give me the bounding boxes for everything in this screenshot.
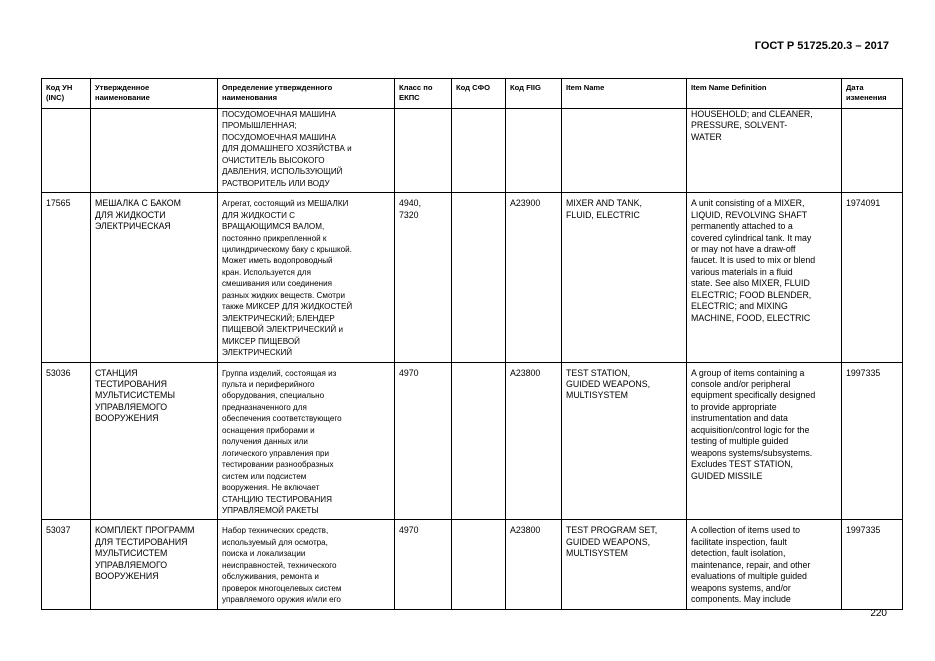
cell-text-line: to provide appropriate [691, 401, 777, 412]
catalog-table [41, 78, 903, 610]
cell-text-line: УПРАВЛЯЕМОГО [95, 401, 168, 412]
cell-text-line: WATER [691, 131, 722, 142]
cell-text-line: управляемого оружия и/или его [222, 595, 341, 605]
cell-text-line: пульта и периферийного [222, 379, 315, 389]
inc-cell [42, 362, 91, 520]
cell-text-line: maintenance, repair, and other [691, 559, 811, 570]
cell-text-line: evaluations of multiple guided [691, 571, 807, 582]
cell-text-line: ДЛЯ ДОМАШНЕГО ХОЗЯЙСТВА и [222, 144, 352, 154]
inc-cell [42, 193, 91, 362]
cell-text-line: weapons systems/subsystems. [691, 447, 813, 458]
page-number: 220 [870, 608, 887, 619]
class-cell [395, 193, 452, 362]
cell-text-line: РАСТВОРИТЕЛЬ ИЛИ ВОДУ [222, 178, 330, 188]
cell-text-line: ТЕСТИРОВАНИЯ [95, 378, 167, 389]
cell-text-line: ВООРУЖЕНИЯ [95, 571, 159, 582]
table-row [42, 520, 903, 609]
document-header: ГОСТ Р 51725.20.3 – 2017 [754, 40, 889, 52]
cell-text-line: МУЛЬТИСИСТЕМ [95, 548, 168, 559]
cell-text-line: ПРОМЫШЛЕННАЯ; [222, 121, 297, 131]
cell-text-line: ELECTRIC; FOOD BLENDER, [691, 289, 812, 300]
column-date-header [842, 79, 903, 109]
cell-text-line: or may not have a draw-off [691, 243, 796, 254]
cell-text-line: ELECTRIC; and MIXING [691, 301, 788, 312]
cell-text-line: Набор технических средств, [222, 526, 329, 536]
cell-text-line: оснащения приборами и [222, 425, 315, 435]
cell-text-line: СТАНЦИЮ ТЕСТИРОВАНИЯ [222, 494, 332, 504]
column-item-name-header [562, 79, 687, 109]
cell-text-line: ВРАЩАЮЩИМСЯ ВАЛОМ, [222, 222, 325, 232]
cell-text-line: faucet. It is used to mix or blend [691, 255, 816, 266]
fiig-cell [506, 520, 562, 609]
cell-text-line: 1974091 [846, 198, 881, 209]
cell-text-line: MIXER AND TANK, [566, 198, 642, 209]
cell-text-line: A collection of items used to [691, 525, 801, 536]
cell-text-line: various materials in a fluid [691, 266, 793, 277]
cell-text-line: Может иметь водопроводный [222, 256, 333, 266]
definition-cell [218, 362, 395, 520]
header-line: ЕКПС [399, 93, 420, 102]
cell-text-line: также МИКСЕР ДЛЯ ЖИДКОСТЕЙ [222, 302, 353, 312]
cell-text-line: проверок многоцелевых систем [222, 583, 342, 593]
cell-text-line: ДЛЯ ЖИДКОСТИ [95, 209, 166, 220]
item-definition-cell [687, 520, 842, 609]
table-row [42, 109, 903, 193]
class-cell [395, 362, 452, 520]
definition-cell [218, 193, 395, 362]
item-name-cell [562, 109, 687, 193]
item-definition-cell [687, 362, 842, 520]
column-definition-header [218, 79, 395, 109]
cell-text-line: MACHINE, FOOD, ELECTRIC [691, 312, 811, 323]
cell-text-line: equipment specifically designed [691, 390, 816, 401]
header-line: Код УН [46, 83, 73, 92]
header-line: наименования [222, 93, 278, 102]
class-cell [395, 109, 452, 193]
cell-text-line: state. See also MIXER, FLUID [691, 278, 810, 289]
cell-text-line: 4970 [399, 525, 419, 536]
cell-text-line: GUIDED WEAPONS, [566, 536, 651, 547]
sfo-cell [452, 193, 506, 362]
cell-text-line: weapons systems, and/or [691, 582, 791, 593]
cell-text-line: ЭЛЕКТРИЧЕСКИЙ; БЛЕНДЕР [222, 313, 335, 323]
cell-text-line: СТАНЦИЯ [95, 367, 138, 378]
table-body [42, 109, 903, 610]
header-line: изменения [846, 93, 887, 102]
cell-text-line: components. May include [691, 594, 791, 605]
cell-text-line: неисправностей, технического [222, 560, 337, 570]
cell-text-line: GUIDED WEAPONS, [566, 378, 651, 389]
cell-text-line: ДЛЯ ТЕСТИРОВАНИЯ [95, 536, 188, 547]
cell-text-line: 4970 [399, 367, 419, 378]
cell-text-line: тестировании разнообразных [222, 460, 334, 470]
cell-text-line: ПОСУДОМОЕЧНАЯ МАШИНА [222, 132, 337, 142]
date-cell [842, 362, 903, 520]
cell-text-line: МУЛЬТИСИСТЕМЫ [95, 390, 176, 401]
header-line: (INC) [46, 93, 65, 102]
item-name-cell [562, 520, 687, 609]
date-cell [842, 193, 903, 362]
cell-text-line: МИКСЕР ПИЩЕВОЙ [222, 336, 300, 346]
header-line: Item Name Definition [691, 83, 767, 92]
cell-text-line: LIQUID, REVOLVING SHAFT [691, 209, 808, 220]
cell-text-line: ОЧИСТИТЕЛЬ ВЫСОКОГО [222, 155, 325, 165]
header-line: Дата [846, 83, 864, 92]
cell-text-line: кран. Используется для [222, 267, 311, 277]
sfo-cell [452, 520, 506, 609]
header-line: Код FIIG [510, 83, 541, 92]
cell-text-line: обслуживания, ремонта и [222, 572, 319, 582]
sfo-cell [452, 109, 506, 193]
cell-text-line: acquisition/control logic for the [691, 424, 810, 435]
column-sfo-header [452, 79, 506, 109]
cell-text-line: Excludes TEST STATION, [691, 459, 794, 470]
cell-text-line: вооружения. Не включает [222, 483, 320, 493]
cell-text-line: MULTISYSTEM [566, 548, 628, 559]
cell-text-line: разных жидких веществ. Смотри [222, 290, 346, 300]
cell-text-line: ВООРУЖЕНИЯ [95, 413, 159, 424]
cell-text-line: FLUID, ELECTRIC [566, 209, 640, 220]
header-line: наименование [95, 93, 150, 102]
fiig-cell [506, 362, 562, 520]
header-line: Определение утвержденного [222, 83, 333, 92]
item-definition-cell [687, 193, 842, 362]
cell-text-line: ПОСУДОМОЕЧНАЯ МАШИНА [222, 110, 337, 119]
header-line: Утвержденное [95, 83, 150, 92]
inc-cell [42, 109, 91, 193]
cell-text-line: permanently attached to a [691, 221, 793, 232]
cell-text-line: ЭЛЕКТРИЧЕСКИЙ [222, 348, 293, 358]
cell-text-line: оборудования, специально [222, 391, 325, 401]
table-header-row [42, 79, 903, 109]
name-cell [91, 193, 218, 362]
cell-text-line: логического управления при [222, 448, 330, 458]
cell-text-line: covered cylindrical tank. It may [691, 232, 812, 243]
fiig-cell [506, 109, 562, 193]
definition-cell [218, 109, 395, 193]
item-name-cell [562, 362, 687, 520]
cell-text-line: MULTISYSTEM [566, 390, 628, 401]
inc-cell [42, 520, 91, 609]
column-item-definition-header [687, 79, 842, 109]
cell-text-line: получения данных или [222, 437, 308, 447]
column-fiig-header [506, 79, 562, 109]
cell-text-line: ЭЛЕКТРИЧЕСКАЯ [95, 221, 171, 232]
cell-text-line: обеспечения соответствующего [222, 414, 342, 424]
cell-text-line: console and/or peripheral [691, 378, 791, 389]
name-cell [91, 109, 218, 193]
cell-text-line: Группа изделий, состоящая из [222, 368, 337, 378]
header-line: Item Name [566, 83, 605, 92]
cell-text-line: 1997335 [846, 367, 881, 378]
cell-text-line: УПРАВЛЯЕМОГО [95, 559, 168, 570]
header-line: Класс по [399, 83, 433, 92]
cell-text-line: A23800 [510, 367, 541, 378]
cell-text-line: HOUSEHOLD; and CLEANER, [691, 109, 813, 119]
cell-text-line: постоянно прикрепленной к [222, 233, 327, 243]
cell-text-line: 7320 [399, 209, 419, 220]
cell-text-line: ПИЩЕВОЙ ЭЛЕКТРИЧЕСКИЙ и [222, 325, 344, 335]
cell-text-line: facilitate inspection, fault [691, 536, 787, 547]
date-cell [842, 109, 903, 193]
sfo-cell [452, 362, 506, 520]
fiig-cell [506, 193, 562, 362]
table-row [42, 193, 903, 362]
name-cell [91, 520, 218, 609]
column-inc-header [42, 79, 91, 109]
cell-text-line: КОМПЛЕКТ ПРОГРАММ [95, 525, 195, 536]
cell-text-line: смешивания или соединения [222, 279, 333, 289]
column-name-header [91, 79, 218, 109]
cell-text-line: Агрегат, состоящий из МЕШАЛКИ [222, 199, 349, 209]
header-line: Код СФО [456, 83, 490, 92]
item-definition-cell [687, 109, 842, 193]
cell-text-line: 1997335 [846, 525, 881, 536]
cell-text-line: цилиндрическому баку с крышкой. [222, 244, 352, 254]
cell-text-line: 53037 [46, 525, 71, 536]
cell-text-line: TEST STATION, [566, 367, 631, 378]
cell-text-line: testing of multiple guided [691, 436, 789, 447]
cell-text-line: ДЛЯ ЖИДКОСТИ С [222, 210, 296, 220]
cell-text-line: МЕШАЛКА С БАКОМ [95, 198, 181, 209]
name-cell [91, 362, 218, 520]
date-cell [842, 520, 903, 609]
class-cell [395, 520, 452, 609]
cell-text-line: PRESSURE, SOLVENT- [691, 120, 788, 131]
cell-text-line: систем или подсистем [222, 471, 307, 481]
cell-text-line: A23800 [510, 525, 541, 536]
column-class-header [395, 79, 452, 109]
cell-text-line: 53036 [46, 367, 71, 378]
cell-text-line: A unit consisting of a MIXER, [691, 198, 805, 209]
cell-text-line: GUIDED MISSILE [691, 470, 763, 481]
cell-text-line: УПРАВЛЯЕМОЙ РАКЕТЫ [222, 505, 319, 515]
item-name-cell [562, 193, 687, 362]
cell-text-line: A group of items containing a [691, 367, 805, 378]
cell-text-line: 4940, [399, 198, 422, 209]
cell-text-line: 17565 [46, 198, 71, 209]
cell-text-line: instrumentation and data [691, 413, 788, 424]
cell-text-line: A23900 [510, 198, 541, 209]
cell-text-line: используемый для осмотра, [222, 537, 328, 547]
cell-text-line: ДАВЛЕНИЯ, ИСПОЛЬЗУЮЩИЙ [222, 167, 343, 177]
cell-text-line: detection, fault isolation, [691, 548, 786, 559]
cell-text-line: TEST PROGRAM SET, [566, 525, 658, 536]
definition-cell [218, 520, 395, 609]
cell-text-line: поиска и локализации [222, 549, 306, 559]
cell-text-line: предназначенного для [222, 402, 307, 412]
table-row [42, 362, 903, 520]
